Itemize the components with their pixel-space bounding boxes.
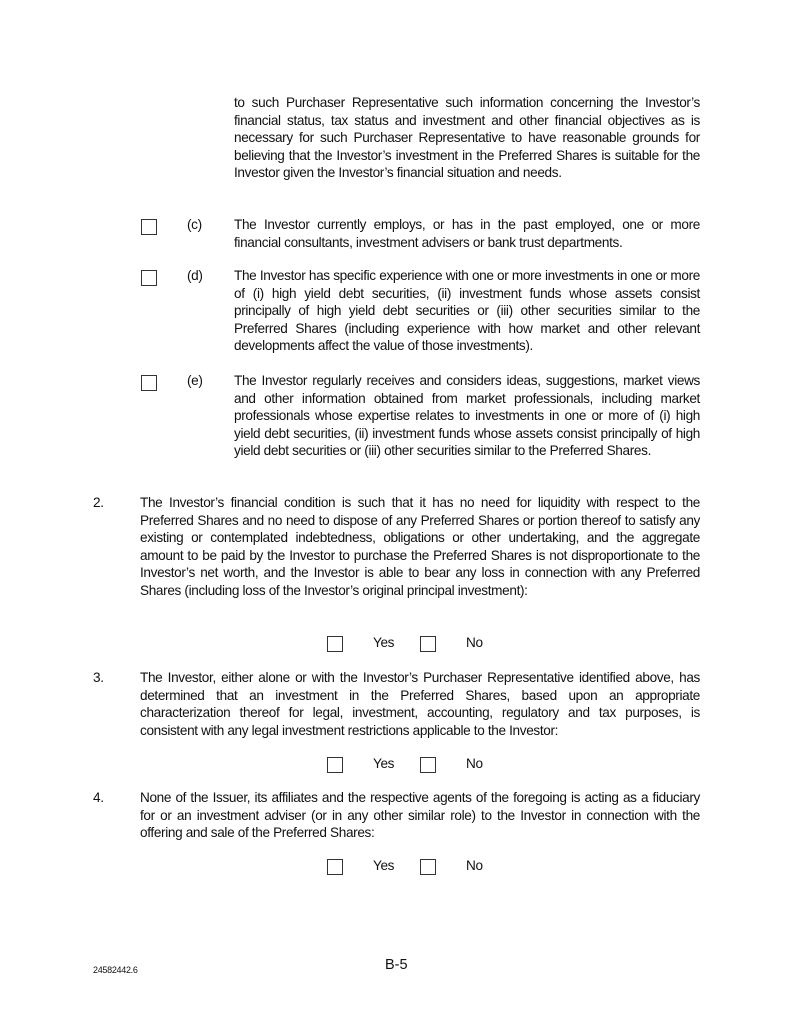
item-text: None of the Issuer, its affiliates and the respective agents of the foregoing is acting as a fiduciary for or an investment adviser (or in any other similar role) to the Investor in connection with the offering and sale of the Preferred Shares: bbox=[140, 790, 700, 841]
no-checkbox-4[interactable] bbox=[420, 859, 436, 875]
yes-checkbox-4[interactable] bbox=[327, 859, 343, 875]
checkbox-e[interactable] bbox=[141, 375, 157, 391]
yes-label: Yes bbox=[373, 635, 395, 650]
sub-item-label: (e) bbox=[187, 373, 203, 388]
no-label: No bbox=[466, 756, 483, 771]
item-number: 2. bbox=[93, 495, 104, 510]
yes-label: Yes bbox=[373, 756, 395, 771]
item-text: The Investor, either alone or with the Investor’s Purchaser Representative identified above, has determined that an investment in the Preferred Shares, based upon an appropriate characterization thereof for legal, investment, accounting, regulatory and tax purposes, is consistent with any legal investment restrictions applicable to the Investor: bbox=[140, 670, 700, 738]
yes-no-row-4 bbox=[0, 857, 791, 877]
item-number: 3. bbox=[93, 670, 104, 685]
yes-label: Yes bbox=[373, 858, 395, 873]
no-checkbox-3[interactable] bbox=[420, 757, 436, 773]
continuation-paragraph: to such Purchaser Representative such information concerning the Investor’s financial status, tax status and investment and other financial objectives as is necessary for such Purchaser Representative to have reasonable grounds for believing that the Investor’s investment in the Preferred Shares is suitable for the Investor given the Investor’s financial situation and needs. bbox=[234, 95, 700, 181]
item-number: 4. bbox=[93, 790, 104, 805]
sub-item-label: (d) bbox=[187, 268, 203, 283]
yes-no-row-2 bbox=[0, 634, 791, 654]
no-label: No bbox=[466, 858, 483, 873]
sub-item-text: The Investor has specific experience with one or more investments in one or more of (i) high yield debt securities, (ii) investment funds whose assets consist principally of high yield debt securities or (iii) other securities similar to the Preferred Shares (including experience with how market and other relevant developments affect the value of those investments). bbox=[234, 268, 700, 354]
no-checkbox-2[interactable] bbox=[420, 636, 436, 652]
yes-no-row-3 bbox=[0, 755, 791, 775]
checkbox-d[interactable] bbox=[141, 270, 157, 286]
checkbox-c[interactable] bbox=[141, 219, 157, 235]
no-label: No bbox=[466, 635, 483, 650]
sub-item-text: The Investor regularly receives and considers ideas, suggestions, market views and other information obtained from market professionals, including market professionals whose expertise relates to investments in one or more of (i) high yield debt securities, (ii) investment funds whose assets consist principally of high yield debt securities or (iii) other securities similar to the Preferred Shares. bbox=[234, 373, 700, 459]
yes-checkbox-2[interactable] bbox=[327, 636, 343, 652]
document-id: 24582442.6 bbox=[93, 965, 138, 975]
item-text: The Investor’s financial condition is such that it has no need for liquidity with respect to the Preferred Shares and no need to dispose of any Preferred Shares or portion thereof to satisfy any existing or contemplated indebtedness, obligations or other undertaking, and the aggregate amount to be paid by the Investor to purchase the Preferred Shares is not disproportionate to the Investor’s net worth, and the Investor is able to bear any loss in connection with any Preferred Shares (including loss of the Investor’s original principal investment): bbox=[140, 495, 700, 598]
sub-item-text: The Investor currently employs, or has in the past employed, one or more financial consultants, investment advisers or bank trust departments. bbox=[234, 217, 700, 250]
yes-checkbox-3[interactable] bbox=[327, 757, 343, 773]
sub-item-label: (c) bbox=[187, 217, 202, 232]
page-number: B-5 bbox=[385, 957, 408, 973]
